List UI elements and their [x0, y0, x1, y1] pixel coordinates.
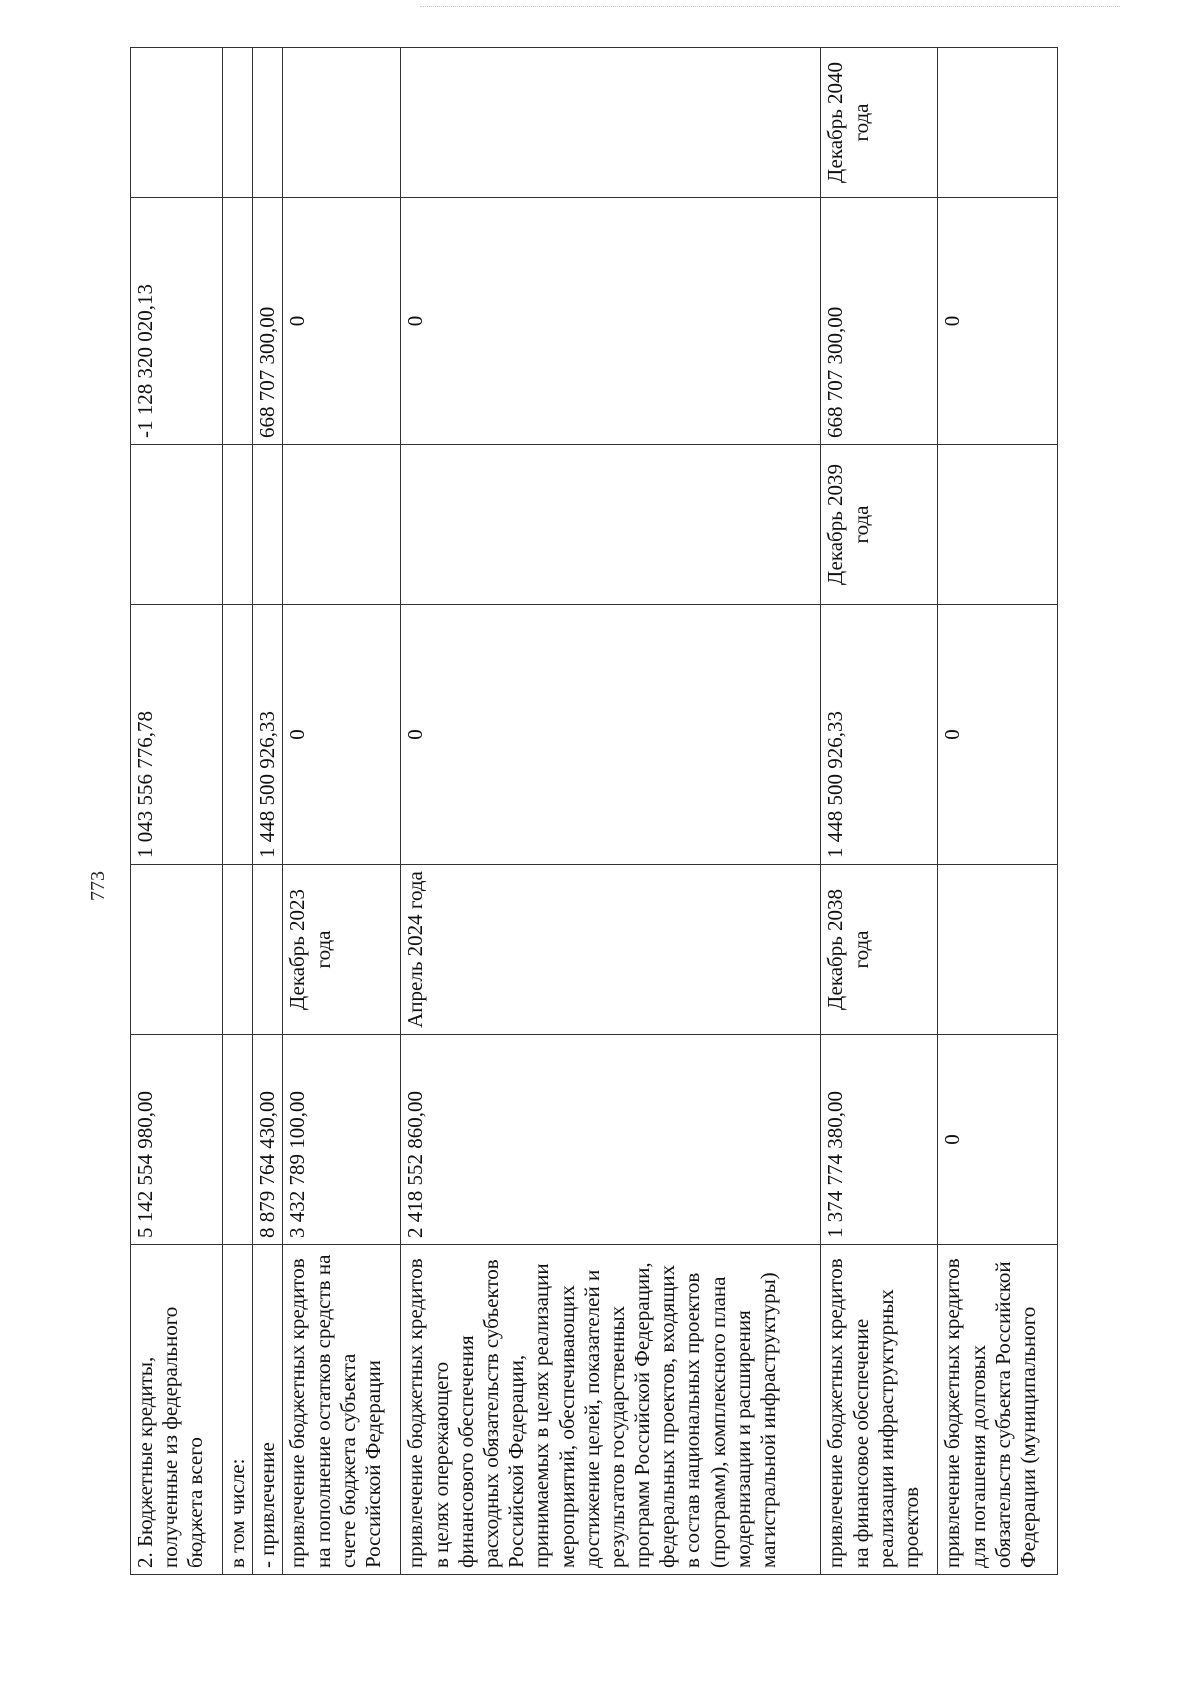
amount-cell: 5 142 554 980,00 [131, 1035, 223, 1245]
date1-cell: Апрель 2024 года [401, 865, 821, 1035]
table-row [223, 48, 253, 1575]
date2-cell [401, 445, 821, 605]
value3-cell [223, 198, 253, 445]
row-name-cell: 2. Бюджетные кредиты, полученные из федерального бюджета всего [131, 1245, 223, 1575]
row-name-cell: - привлечение [253, 1245, 283, 1575]
date1-cell: Декабрь 2038 года [821, 865, 938, 1035]
row-name-cell: привлечение бюджетных кредитов для погашения долговых обязательств субъекта Российской Федерации (муниципального [938, 1245, 1058, 1575]
value2-cell: 0 [938, 605, 1058, 865]
value3-cell: 0 [938, 198, 1058, 445]
row-name-cell: привлечение бюджетных кредитов на пополнение остатков средств на счете бюджета субъекта Российской Федерации [283, 1245, 401, 1575]
date2-cell [283, 445, 401, 605]
row-name-cell: в том числе: [223, 1245, 253, 1575]
amount-cell: 0 [938, 1035, 1058, 1245]
value2-cell [223, 605, 253, 865]
value3-cell: 668 707 300,00 [253, 198, 283, 445]
value3-cell: 668 707 300,00 [821, 198, 938, 445]
date3-cell: Декабрь 2040 года [821, 48, 938, 198]
table-row [253, 48, 283, 1575]
date2-cell [938, 445, 1058, 605]
value2-cell: 1 448 500 926,33 [253, 605, 283, 865]
date2-cell [253, 445, 283, 605]
row-name-cell: привлечение бюджетных кредитов на финансовое обеспечение реализации инфраструктурных проектов [821, 1245, 938, 1575]
value3-cell: 0 [401, 198, 821, 445]
amount-cell: 8 879 764 430,00 [253, 1035, 283, 1245]
value3-cell: 0 [283, 198, 401, 445]
value3-cell: -1 128 320 020,13 [131, 198, 223, 445]
date1-cell [253, 865, 283, 1035]
date2-cell [223, 445, 253, 605]
table-row [131, 48, 223, 1575]
amount-cell: 2 418 552 860,00 [401, 1035, 821, 1245]
value2-cell: 1 043 556 776,78 [131, 605, 223, 865]
table-row [821, 48, 938, 1575]
date3-cell [283, 48, 401, 198]
table-row [938, 48, 1058, 1575]
date1-cell: Декабрь 2023 года [283, 865, 401, 1035]
date2-cell: Декабрь 2039 года [821, 445, 938, 605]
rotated-table-container [130, 48, 1110, 1575]
table-row [283, 48, 401, 1575]
date1-cell [131, 865, 223, 1035]
date2-cell [131, 445, 223, 605]
date1-cell [223, 865, 253, 1035]
amount-cell: 1 374 774 380,00 [821, 1035, 938, 1245]
date3-cell [938, 48, 1058, 198]
table-row [401, 48, 821, 1575]
value2-cell: 0 [283, 605, 401, 865]
page-number: 773 [87, 871, 109, 901]
amount-cell [223, 1035, 253, 1245]
date3-cell [131, 48, 223, 198]
value2-cell: 0 [401, 605, 821, 865]
scan-edge-line [420, 6, 1120, 7]
date3-cell [401, 48, 821, 198]
date1-cell [938, 865, 1058, 1035]
row-name-cell: привлечение бюджетных кредитов в целях опережающего финансового обеспечения расходных обязательств субъектов Российской Федерации, принимаемых в целях реализации мероприятий, обеспечивающих достижение целей, показателей и результатов государственных программ Российской Федерации, федеральных проектов, входящих в состав национальных проектов (программ), комплексного плана модернизации и расширения магистральной инфраструктуры) [401, 1245, 821, 1575]
date3-cell [223, 48, 253, 198]
budget-credits-table [130, 47, 1058, 1575]
value2-cell: 1 448 500 926,33 [821, 605, 938, 865]
date3-cell [253, 48, 283, 198]
amount-cell: 3 432 789 100,00 [283, 1035, 401, 1245]
